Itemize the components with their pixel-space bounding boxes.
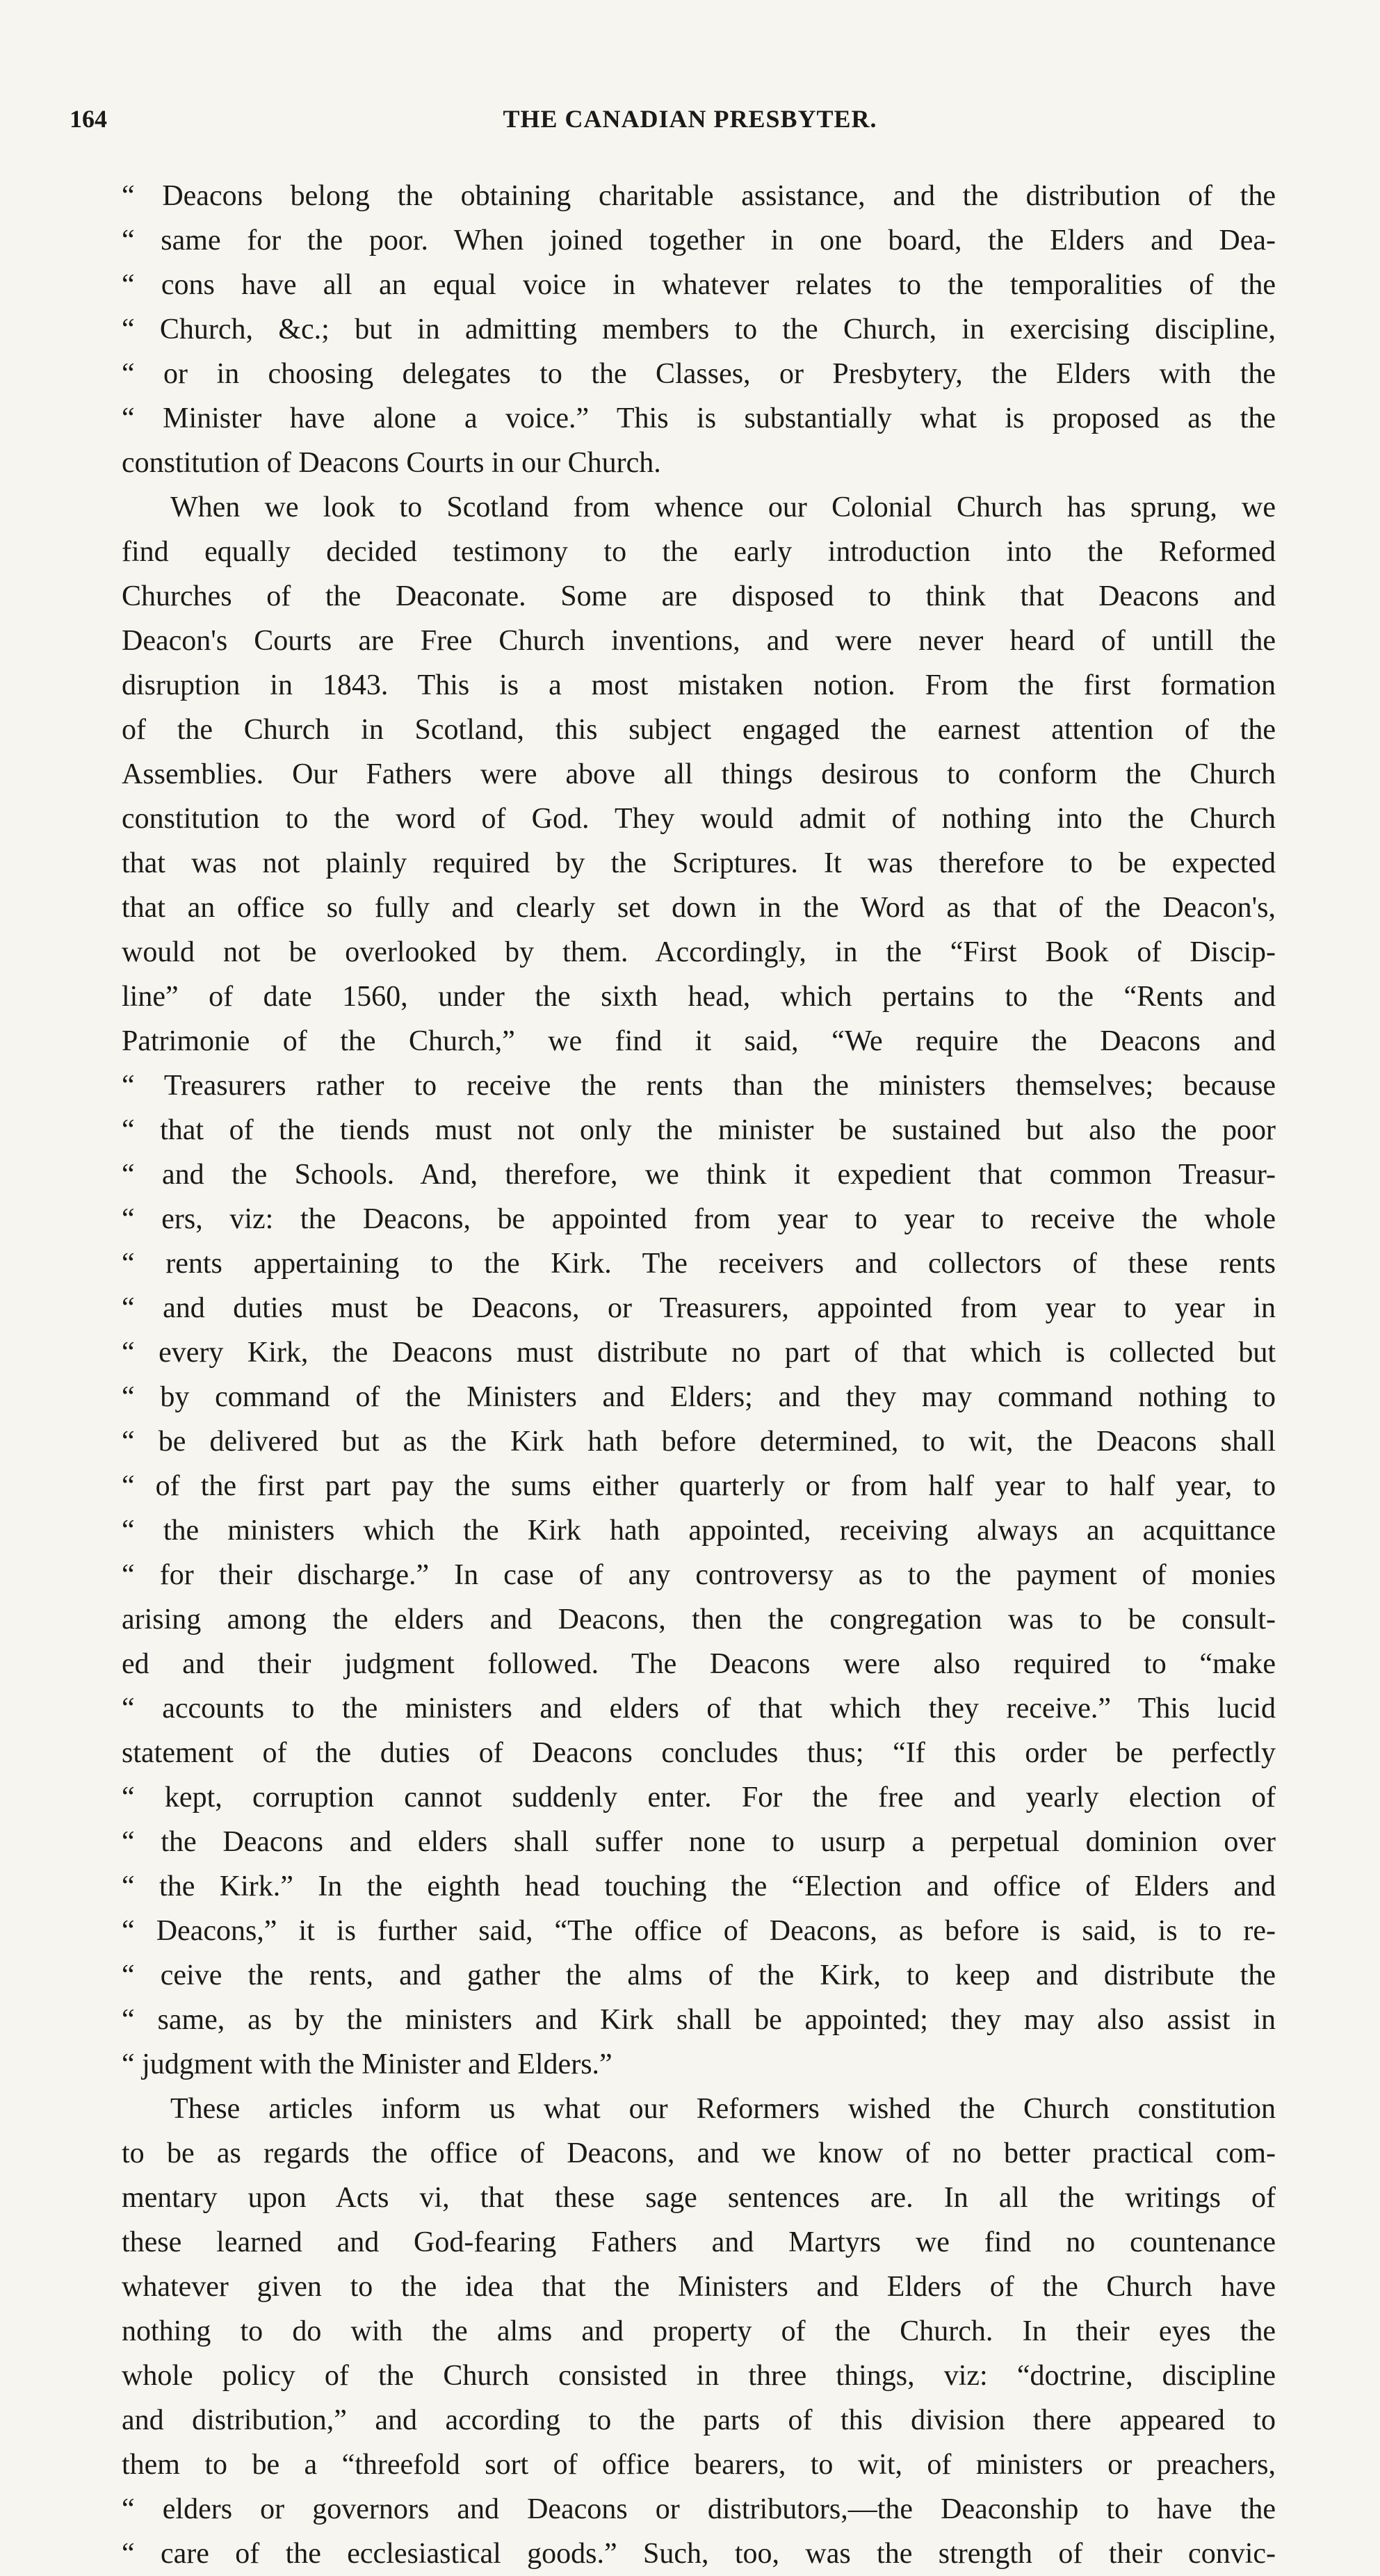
running-title: THE CANADIAN PRESBYTER. <box>503 105 877 133</box>
text-line: Deacon's Courts are Free Church inventions, and were never heard of untill the <box>122 625 1276 657</box>
article-body <box>122 174 1276 2576</box>
page-number: 164 <box>70 105 107 133</box>
text-line: “ same for the poor. When joined together in one board, the Elders and Dea- <box>122 225 1276 256</box>
text-line: When we look to Scotland from whence our Colonial Church has sprung, we <box>170 491 1276 523</box>
text-line: “ Deacons,” it is further said, “The office of Deacons, as before is said, is to re- <box>122 1915 1276 1947</box>
text-line: whole policy of the Church consisted in three things, viz: “doctrine, discipline <box>122 2360 1276 2392</box>
text-line: “ be delivered but as the Kirk hath before determined, to wit, the Deacons shall <box>122 1426 1276 1458</box>
text-line: that an office so fully and clearly set down in the Word as that of the Deacon's, <box>122 892 1276 924</box>
text-line: “ kept, corruption cannot suddenly enter. For the free and yearly election of <box>122 1782 1276 1813</box>
text-line: “ the ministers which the Kirk hath appointed, receiving always an acquittance <box>122 1515 1276 1547</box>
text-line: “ elders or governors and Deacons or distributors,—the Deaconship to have the <box>122 2493 1276 2525</box>
text-line: find equally decided testimony to the early introduction into the Reformed <box>122 536 1276 568</box>
text-line: “ cons have all an equal voice in whatever relates to the temporalities of the <box>122 269 1276 301</box>
text-line: constitution to the word of God. They would admit of nothing into the Church <box>122 803 1276 835</box>
text-line: Assemblies. Our Fathers were above all things desirous to conform the Church <box>122 758 1276 790</box>
text-line: “ and duties must be Deacons, or Treasurers, appointed from year to year in <box>122 1292 1276 1324</box>
text-line: “ the Kirk.” In the eighth head touching the “Election and office of Elders and <box>122 1870 1276 1902</box>
running-head <box>70 104 1310 143</box>
text-line: “ for their discharge.” In case of any controversy as to the payment of monies <box>122 1559 1276 1591</box>
text-line: “ by command of the Ministers and Elders; and they may command nothing to <box>122 1381 1276 1413</box>
text-line: “ Church, &c.; but in admitting members to the Church, in exercising discipline, <box>122 313 1276 345</box>
text-line: nothing to do with the alms and property of the Church. In their eyes the <box>122 2315 1276 2347</box>
text-line: Patrimonie of the Church,” we find it said, “We require the Deacons and <box>122 1025 1276 1057</box>
text-line: “ same, as by the ministers and Kirk shall be appointed; they may also assist in <box>122 2004 1276 2036</box>
text-line: constitution of Deacons Courts in our Church. <box>122 447 661 479</box>
text-line: “ the Deacons and elders shall suffer none to usurp a perpetual dominion over <box>122 1826 1276 1858</box>
text-line: “ accounts to the ministers and elders of that which they receive.” This lucid <box>122 1693 1276 1725</box>
text-line: statement of the duties of Deacons concludes thus; “If this order be perfectly <box>122 1737 1276 1769</box>
text-line: “ every Kirk, the Deacons must distribute no part of that which is collected but <box>122 1337 1276 1369</box>
text-line: “ rents appertaining to the Kirk. The receivers and collectors of these rents <box>122 1248 1276 1280</box>
text-line: “ Minister have alone a voice.” This is substantially what is proposed as the <box>122 402 1276 434</box>
text-line: “ of the first part pay the sums either quarterly or from half year to half year, to <box>122 1470 1276 1502</box>
text-line: “ Deacons belong the obtaining charitable assistance, and the distribution of the <box>122 180 1276 212</box>
text-line: to be as regards the office of Deacons, and we know of no better practical com- <box>122 2137 1276 2169</box>
text-line: “ care of the ecclesiastical goods.” Such, too, was the strength of their convic- <box>122 2538 1276 2570</box>
text-line: and distribution,” and according to the parts of this division there appeared to <box>122 2404 1276 2436</box>
text-line: would not be overlooked by them. Accordingly, in the “First Book of Discip- <box>122 936 1276 968</box>
text-line: “ judgment with the Minister and Elders.” <box>122 2048 612 2080</box>
text-line: these learned and God-fearing Fathers and Martyrs we find no countenance <box>122 2226 1276 2258</box>
text-line: ed and their judgment followed. The Deacons were also required to “make <box>122 1648 1276 1680</box>
text-line: them to be a “threefold sort of office bearers, to wit, of ministers or preachers, <box>122 2449 1276 2481</box>
text-line: These articles inform us what our Reformers wished the Church constitution <box>170 2093 1276 2125</box>
text-line: that was not plainly required by the Scriptures. It was therefore to be expected <box>122 847 1276 879</box>
text-line: arising among the elders and Deacons, then the congregation was to be consult- <box>122 1604 1276 1636</box>
text-line: disruption in 1843. This is a most mistaken notion. From the first formation <box>122 669 1276 701</box>
text-line: mentary upon Acts vi, that these sage sentences are. In all the writings of <box>122 2182 1276 2214</box>
text-line: “ Treasurers rather to receive the rents than the ministers themselves; because <box>122 1070 1276 1102</box>
text-line: of the Church in Scotland, this subject engaged the earnest attention of the <box>122 714 1276 746</box>
text-line: whatever given to the idea that the Ministers and Elders of the Church have <box>122 2271 1276 2303</box>
text-line: Churches of the Deaconate. Some are disposed to think that Deacons and <box>122 580 1276 612</box>
text-line: “ ceive the rents, and gather the alms of the Kirk, to keep and distribute the <box>122 1959 1276 1991</box>
text-line: “ ers, viz: the Deacons, be appointed from year to year to receive the whole <box>122 1203 1276 1235</box>
text-line: line” of date 1560, under the sixth head, which pertains to the “Rents and <box>122 981 1276 1013</box>
text-line: “ that of the tiends must not only the minister be sustained but also the poor <box>122 1114 1276 1146</box>
text-line: “ and the Schools. And, therefore, we think it expedient that common Treasur- <box>122 1159 1276 1191</box>
text-line: “ or in choosing delegates to the Classes, or Presbytery, the Elders with the <box>122 358 1276 390</box>
